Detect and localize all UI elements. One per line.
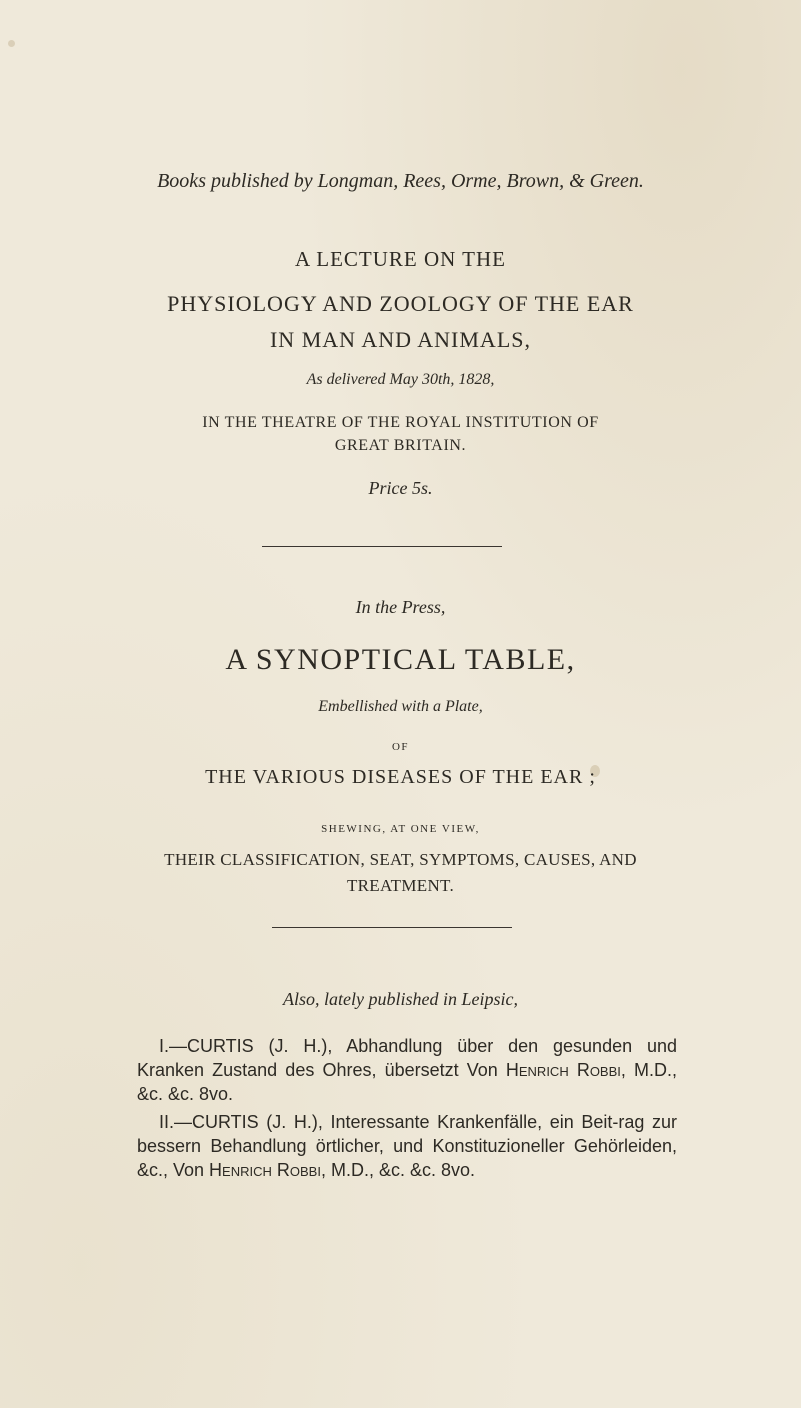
shewing-label: SHEWING, AT ONE VIEW, [321, 823, 480, 835]
list-item [137, 1034, 677, 1106]
of-label: OF [391, 741, 410, 753]
list-item [137, 1110, 677, 1182]
diseases-heading: THE VARIOUS DISEASES OF THE EAR ; [205, 766, 596, 788]
venue-line1: IN THE THEATRE OF THE ROYAL INSTITUTION OF [202, 414, 599, 431]
lecture-title [0, 286, 801, 358]
lecture-title-line3: IN MAN AND ANIMALS, [269, 327, 531, 352]
publication-list [137, 1034, 677, 1186]
entry-text: I.—CURTIS (J. H.), Abhandlung über den gesunden und Kranken Zustand des Ohres, übersetzt Von [137, 1036, 677, 1080]
lecture-venue [0, 411, 801, 457]
in-press-label: In the Press, [355, 597, 446, 617]
divider [262, 546, 502, 547]
lecture-title-line2: PHYSIOLOGY AND ZOOLOGY OF THE EAR [167, 291, 634, 316]
embellished-note: Embellished with a Plate, [318, 698, 483, 715]
entry-text: II.—CURTIS (J. H.), Interessante Krankenfälle, ein Beit-rag zur bessern Behandlung örtlicher, und Konstituzioneller Gehörleiden, &c., Von [137, 1112, 677, 1180]
translator-name: Henrich Robbi [209, 1160, 321, 1180]
entry-text-end: , M.D., &c. &c. 8vo. [137, 1060, 677, 1104]
lecture-delivered: As delivered May 30th, 1828, [306, 371, 495, 388]
lecture-title-line1: A LECTURE ON THE [294, 247, 507, 271]
divider [272, 927, 512, 928]
synoptical-title: A SYNOPTICAL TABLE, [225, 643, 576, 676]
also-published-heading: Also, lately published in Leipsic, [283, 989, 518, 1009]
publisher-header: Books published by Longman, Rees, Orme, Brown, & Green. [157, 170, 644, 192]
entry-text-end: , M.D., &c. &c. 8vo. [320, 1160, 475, 1180]
stain-spot [8, 40, 15, 47]
venue-line2: GREAT BRITAIN. [334, 437, 467, 454]
classification [0, 847, 801, 899]
translator-name: Henrich Robbi [505, 1060, 621, 1080]
classification-line1: THEIR CLASSIFICATION, SEAT, SYMPTOMS, CAUSES, AND [164, 850, 637, 869]
classification-line2: TREATMENT. [346, 876, 455, 895]
lecture-price: Price 5s. [368, 478, 433, 498]
